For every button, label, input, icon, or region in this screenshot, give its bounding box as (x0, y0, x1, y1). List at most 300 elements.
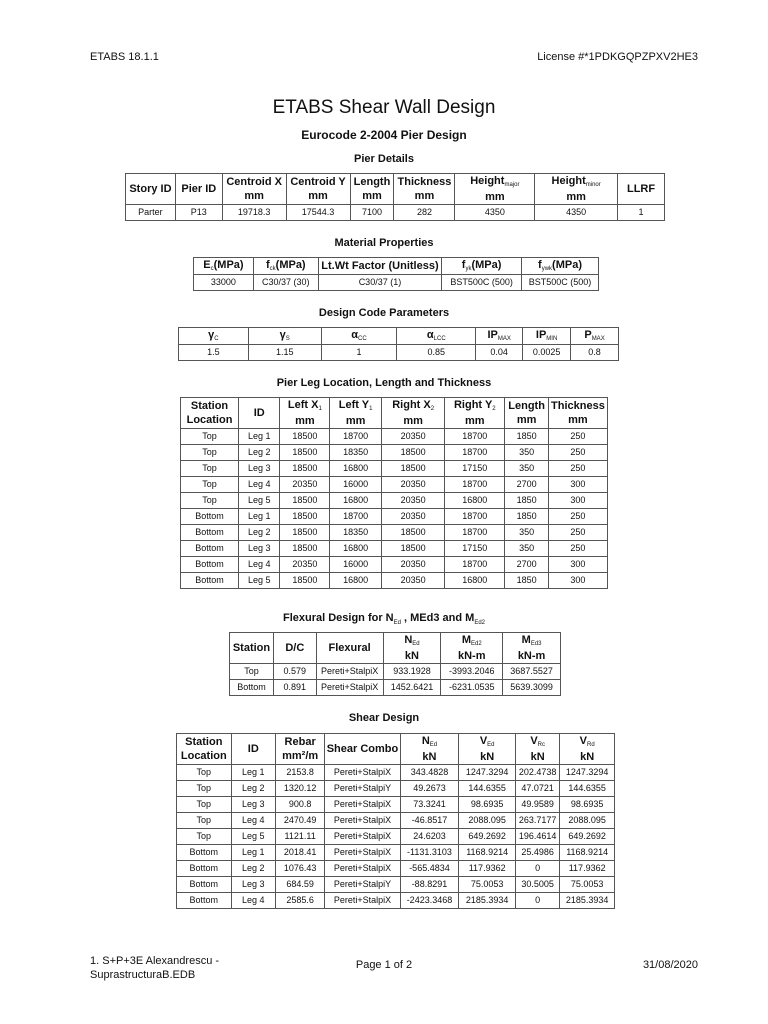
table-cell: Bottom (181, 541, 239, 557)
table-cell: 17150 (445, 461, 505, 477)
column-header (286, 174, 350, 205)
column-header-label: Left X (287, 399, 319, 411)
table-cell: 2153.8 (275, 765, 324, 781)
column-header-unit: mm (465, 415, 485, 427)
table-cell: 17544.3 (286, 205, 350, 221)
table-cell: 19718.3 (222, 205, 286, 221)
table-cell: 1247.3294 (459, 765, 516, 781)
column-header (400, 734, 459, 765)
table-cell: Leg 5 (231, 829, 275, 845)
table-cell: 20350 (382, 557, 445, 573)
report-title: ETABS Shear Wall Design (272, 97, 496, 118)
column-header (181, 398, 239, 429)
table-row (177, 893, 615, 909)
table-cell: Bottom (181, 509, 239, 525)
column-header-unit: mm (244, 190, 264, 202)
table-row (177, 829, 615, 845)
column-header-subscript: Ed (412, 641, 420, 647)
table-cell: Bottom (181, 573, 239, 589)
column-header-subscript: Ed (487, 742, 495, 748)
table-cell: 16800 (445, 493, 505, 509)
table-cell: 1.5 (179, 345, 249, 361)
column-header-label: Rebar (284, 736, 316, 748)
column-header (535, 174, 618, 205)
table-row (177, 877, 615, 893)
column-header-subscript: ywk (541, 266, 553, 272)
column-header-label: ID (253, 407, 265, 419)
table-cell: 75.0053 (459, 877, 516, 893)
table-cell: 263.7177 (516, 813, 560, 829)
table-row (181, 493, 608, 509)
column-header (548, 398, 607, 429)
column-header-suffix: (MPa) (552, 259, 582, 271)
table-cell: 98.6935 (560, 797, 615, 813)
table-cell: Pereti+StalpiX (325, 797, 400, 813)
table-row (177, 781, 615, 797)
column-header-label: Left Y (338, 399, 370, 411)
column-header-label: Lt.Wt Factor (Unitless) (321, 260, 439, 272)
column-header (571, 328, 619, 345)
table-cell: 7100 (350, 205, 394, 221)
table-cell: 250 (548, 429, 607, 445)
table-cell: 75.0053 (560, 877, 615, 893)
column-header (382, 398, 445, 429)
table-cell: 350 (505, 445, 549, 461)
table-cell: 20350 (382, 573, 445, 589)
column-header-unit: mm (568, 414, 588, 426)
column-header-unit: mm (362, 190, 382, 202)
column-header-subscript: LCC (433, 336, 446, 342)
column-header (560, 734, 615, 765)
table-cell: Pereti+StalpiY (325, 781, 400, 797)
table-row (194, 275, 599, 291)
pier-leg-table (180, 397, 608, 589)
table-cell: 18500 (382, 461, 445, 477)
column-header-suffix: (MPa) (471, 259, 502, 271)
table-cell: 18500 (382, 445, 445, 461)
table-row (230, 664, 561, 680)
table-cell: 1168.9214 (560, 845, 615, 861)
table-cell: 300 (548, 573, 607, 589)
column-header-label: Right Y (453, 399, 493, 411)
column-header-subscript: C (214, 336, 219, 342)
column-header-label: V (579, 735, 587, 747)
column-header-subscript: Rd (586, 742, 595, 748)
table-cell: Leg 5 (239, 493, 280, 509)
shear-heading: Shear Design (348, 712, 420, 724)
column-header-unit: Location (180, 750, 227, 762)
table-cell: 250 (548, 461, 607, 477)
table-cell: Leg 2 (231, 781, 275, 797)
table-cell: 18700 (445, 509, 505, 525)
column-header (177, 734, 232, 765)
table-cell: 16800 (445, 573, 505, 589)
column-header-subscript: Ed2 (471, 641, 482, 647)
table-row (181, 573, 608, 589)
column-header-label: N (404, 634, 413, 646)
column-header-label: Right X (392, 399, 431, 411)
table-cell: 2088.095 (560, 813, 615, 829)
table-cell: 18500 (280, 493, 330, 509)
column-header-unit: kN-m (517, 650, 546, 662)
table-cell: 18500 (382, 541, 445, 557)
table-cell: 282 (394, 205, 455, 221)
column-header-label: Story ID (129, 183, 172, 195)
column-header (179, 328, 249, 345)
table-cell: 16000 (330, 557, 382, 573)
table-cell: Leg 2 (231, 861, 275, 877)
table-cell: Pereti+StalpiX (325, 813, 400, 829)
table-cell: 202.4738 (516, 765, 560, 781)
table-cell: Pereti+StalpiY (325, 877, 400, 893)
table-cell: 5639.3099 (503, 680, 561, 696)
table-cell: 47.0721 (516, 781, 560, 797)
table-cell: Top (181, 445, 239, 461)
table-cell: 18350 (330, 525, 382, 541)
table-row (177, 797, 615, 813)
table-cell: 2185.3934 (560, 893, 615, 909)
table-cell: 250 (548, 541, 607, 557)
table-cell: BST500C (500) (522, 275, 599, 291)
table-cell: 20350 (382, 477, 445, 493)
table-cell: Bottom (230, 680, 274, 696)
table-cell: 933.1928 (383, 664, 441, 680)
column-header-label: Pier ID (181, 183, 217, 195)
table-cell: 0.8 (571, 345, 619, 361)
column-header-label: Flexural (328, 642, 371, 654)
column-header-label: f (265, 259, 270, 271)
table-cell: 73.3241 (400, 797, 459, 813)
table-row (181, 557, 608, 573)
column-header-label: γ (279, 329, 286, 341)
column-header-label: α (426, 329, 434, 341)
table-cell: 16800 (330, 493, 382, 509)
column-header (253, 258, 318, 275)
table-cell: 649.2692 (560, 829, 615, 845)
column-header (523, 328, 571, 345)
column-header (445, 398, 505, 429)
column-header-label: Height (470, 175, 505, 187)
table-cell: C30/37 (30) (253, 275, 318, 291)
table-cell: Pereti+StalpiX (316, 664, 383, 680)
table-row (177, 813, 615, 829)
table-cell: 18700 (445, 557, 505, 573)
table-cell: 18350 (330, 445, 382, 461)
table-cell: 18700 (445, 477, 505, 493)
column-header-subscript: Ed3 (530, 641, 542, 647)
table-cell: 0.04 (476, 345, 523, 361)
column-header-subscript: S (285, 336, 290, 342)
table-cell: 4350 (535, 205, 618, 221)
table-cell: 1 (618, 205, 665, 221)
table-cell: 1.15 (248, 345, 321, 361)
table-cell: 144.6355 (560, 781, 615, 797)
table-cell: Leg 1 (231, 845, 275, 861)
table-cell: -6231.0535 (441, 680, 503, 696)
table-cell: 250 (548, 525, 607, 541)
column-header (273, 633, 316, 664)
column-header-subscript: Ed (429, 742, 438, 748)
table-cell: 0 (516, 893, 560, 909)
column-header (330, 398, 382, 429)
column-header-label: Height (551, 175, 586, 187)
pier-details-heading: Pier Details (354, 153, 414, 165)
table-cell: 1247.3294 (560, 765, 615, 781)
column-header-label: IP (487, 329, 498, 341)
table-cell: 0.85 (397, 345, 476, 361)
column-header (316, 633, 383, 664)
column-header-subscript: 1 (318, 406, 322, 412)
column-header-label: M (461, 634, 471, 646)
table-cell: 1850 (505, 509, 549, 525)
table-cell: 1850 (505, 493, 549, 509)
column-header-unit: kN (580, 751, 595, 763)
table-cell: 0 (516, 861, 560, 877)
table-cell: 350 (505, 541, 549, 557)
table-cell: 117.9362 (459, 861, 516, 877)
table-cell: P13 (175, 205, 222, 221)
column-header (175, 174, 222, 205)
table-cell: 343.4828 (400, 765, 459, 781)
column-header-label: Shear Combo (326, 743, 399, 755)
column-header-label: V (530, 735, 538, 747)
flexural-heading-sub2: Ed2 (474, 620, 485, 627)
table-cell: Leg 3 (231, 797, 275, 813)
table-cell: 0.0025 (523, 345, 571, 361)
table-cell: 20350 (280, 557, 330, 573)
table-cell: 900.8 (275, 797, 324, 813)
table-cell: 49.9589 (516, 797, 560, 813)
table-cell: 4350 (455, 205, 535, 221)
column-header-subscript: 2 (430, 406, 435, 412)
table-cell: -2423.3468 (400, 893, 459, 909)
flexural-table (229, 632, 561, 696)
footer-file-line1: 1. S+P+3E Alexandrescu - (90, 955, 220, 967)
flexural-heading-sub1: Ed (393, 620, 401, 627)
column-header-label: γ (208, 329, 215, 341)
column-header (459, 734, 516, 765)
column-header-label: α (351, 329, 359, 341)
column-header-unit: mm (295, 415, 315, 427)
table-cell: Bottom (177, 845, 232, 861)
table-cell: 350 (505, 525, 549, 541)
header-row (194, 258, 599, 275)
table-cell: 2585.6 (275, 893, 324, 909)
table-row (177, 845, 615, 861)
column-header-unit: mm (485, 191, 505, 203)
column-header-label: Station (185, 736, 223, 748)
column-header-unit: kN (422, 751, 437, 763)
column-header-unit: Location (186, 414, 233, 426)
column-header (397, 328, 476, 345)
table-cell: 1452.6421 (383, 680, 441, 696)
column-header-unit: mm (345, 415, 366, 427)
report-date: 31/08/2020 (642, 959, 698, 971)
column-header-subscript: major (504, 182, 520, 188)
table-cell: Top (177, 781, 232, 797)
table-cell: 17150 (445, 541, 505, 557)
table-cell: 1168.9214 (459, 845, 516, 861)
column-header-subscript: MIN (546, 336, 558, 342)
header-row (126, 174, 665, 205)
table-cell: 24.6203 (400, 829, 459, 845)
table-cell: Leg 4 (239, 477, 280, 493)
column-header-unit: kN (530, 751, 545, 763)
column-header-unit: mm (403, 415, 423, 427)
table-cell: Bottom (177, 893, 232, 909)
table-cell: 18700 (445, 445, 505, 461)
table-cell: Leg 3 (239, 461, 280, 477)
table-cell: Pereti+StalpiX (316, 680, 383, 696)
table-cell: 1121.11 (275, 829, 324, 845)
column-header-label: ID (247, 743, 259, 755)
table-cell: Leg 2 (239, 525, 280, 541)
table-cell: 18700 (445, 525, 505, 541)
table-cell: Top (177, 813, 232, 829)
column-header-unit: kN (404, 650, 419, 662)
table-cell: Top (181, 477, 239, 493)
table-cell: 18500 (280, 445, 330, 461)
column-header (318, 258, 441, 275)
table-cell: -46.8517 (400, 813, 459, 829)
table-cell: Top (177, 765, 232, 781)
table-row (181, 525, 608, 541)
table-cell: Top (181, 429, 239, 445)
footer-file-line2: SuprastructuraB.EDB (90, 969, 196, 981)
table-row (177, 765, 615, 781)
shear-table (176, 733, 615, 909)
table-cell: 18500 (280, 509, 330, 525)
header-row (230, 633, 561, 664)
column-header-label: f (538, 259, 542, 271)
column-header-label: D/C (285, 642, 305, 654)
table-cell: 20350 (280, 477, 330, 493)
column-header-suffix: (MPa) (213, 259, 244, 271)
table-cell: 3687.5527 (503, 664, 561, 680)
column-header (522, 258, 599, 275)
column-header-subscript: MAX (497, 336, 511, 342)
table-cell: Leg 5 (239, 573, 280, 589)
column-header-unit: mm (308, 190, 328, 202)
column-header-label: V (479, 735, 488, 747)
column-header-label: IP (535, 329, 547, 341)
table-cell: 144.6355 (459, 781, 516, 797)
table-cell: 33000 (194, 275, 254, 291)
column-header (618, 174, 665, 205)
table-cell: 18700 (330, 429, 382, 445)
table-row (181, 445, 608, 461)
table-row (177, 861, 615, 877)
table-cell: Leg 4 (239, 557, 280, 573)
column-header (441, 633, 503, 664)
table-cell: Parter (126, 205, 176, 221)
table-cell: 250 (548, 445, 607, 461)
design-code-heading: Design Code Parameters (318, 307, 450, 319)
table-cell: 18500 (280, 461, 330, 477)
table-cell: Leg 4 (231, 893, 275, 909)
table-cell: Top (230, 664, 274, 680)
column-header (280, 398, 330, 429)
pier-details-table (125, 173, 665, 221)
column-header-label: M (521, 634, 531, 646)
column-header (321, 328, 397, 345)
table-cell: 1850 (505, 429, 549, 445)
column-header-unit: mm²/m (282, 750, 319, 762)
table-cell: Pereti+StalpiX (325, 765, 400, 781)
table-cell: 1076.43 (275, 861, 324, 877)
table-cell: Pereti+StalpiX (325, 845, 400, 861)
column-header-unit: mm (414, 190, 435, 202)
table-cell: 350 (505, 461, 549, 477)
table-cell: 2700 (505, 477, 549, 493)
table-cell: 49.2673 (400, 781, 459, 797)
column-header-suffix: (MPa) (275, 259, 306, 271)
material-table (193, 257, 599, 291)
header-row (177, 734, 615, 765)
table-cell: Pereti+StalpiX (325, 829, 400, 845)
table-cell: 20350 (382, 429, 445, 445)
column-header (275, 734, 324, 765)
material-heading: Material Properties (334, 237, 434, 249)
table-cell: 98.6935 (459, 797, 516, 813)
table-row (230, 680, 561, 696)
table-cell: Bottom (177, 877, 232, 893)
report-subtitle: Eurocode 2-2004 Pier Design (301, 128, 467, 142)
header-row (179, 328, 619, 345)
column-header (394, 174, 455, 205)
column-header-label: Length (353, 176, 391, 188)
flexural-heading-mid: , MEd3 and M (400, 612, 475, 624)
table-cell: Bottom (177, 861, 232, 877)
table-cell: Leg 3 (231, 877, 275, 893)
table-cell: 18500 (280, 525, 330, 541)
table-row (126, 205, 665, 221)
table-cell: 117.9362 (560, 861, 615, 877)
table-cell: 18500 (382, 525, 445, 541)
column-header (239, 398, 280, 429)
table-cell: 1850 (505, 573, 549, 589)
table-cell: 2185.3934 (459, 893, 516, 909)
table-cell: Leg 4 (231, 813, 275, 829)
table-cell: C30/37 (1) (318, 275, 441, 291)
table-cell: 250 (548, 509, 607, 525)
flexural-heading-pre: Flexural Design for N (282, 612, 394, 624)
table-cell: Pereti+StalpiX (325, 893, 400, 909)
table-cell: 16800 (330, 541, 382, 557)
table-cell: 684.59 (275, 877, 324, 893)
table-cell: 25.4986 (516, 845, 560, 861)
table-row (181, 509, 608, 525)
column-header (248, 328, 321, 345)
page-number: Page 1 of 2 (355, 959, 413, 971)
table-cell: 2018.41 (275, 845, 324, 861)
column-header (455, 174, 535, 205)
table-cell: 649.2692 (459, 829, 516, 845)
column-header-subscript: Rc (537, 742, 545, 748)
table-cell: 0.579 (273, 664, 316, 680)
table-cell: 0.891 (273, 680, 316, 696)
column-header-subscript: minor (585, 182, 601, 188)
column-header (126, 174, 176, 205)
table-row (181, 461, 608, 477)
column-header-label: Station (190, 400, 229, 412)
column-header-label: Length (508, 400, 545, 412)
column-header (476, 328, 523, 345)
table-cell: -565.4834 (400, 861, 459, 877)
table-cell: Top (181, 493, 239, 509)
table-cell: 196.4614 (516, 829, 560, 845)
table-cell: Leg 1 (231, 765, 275, 781)
